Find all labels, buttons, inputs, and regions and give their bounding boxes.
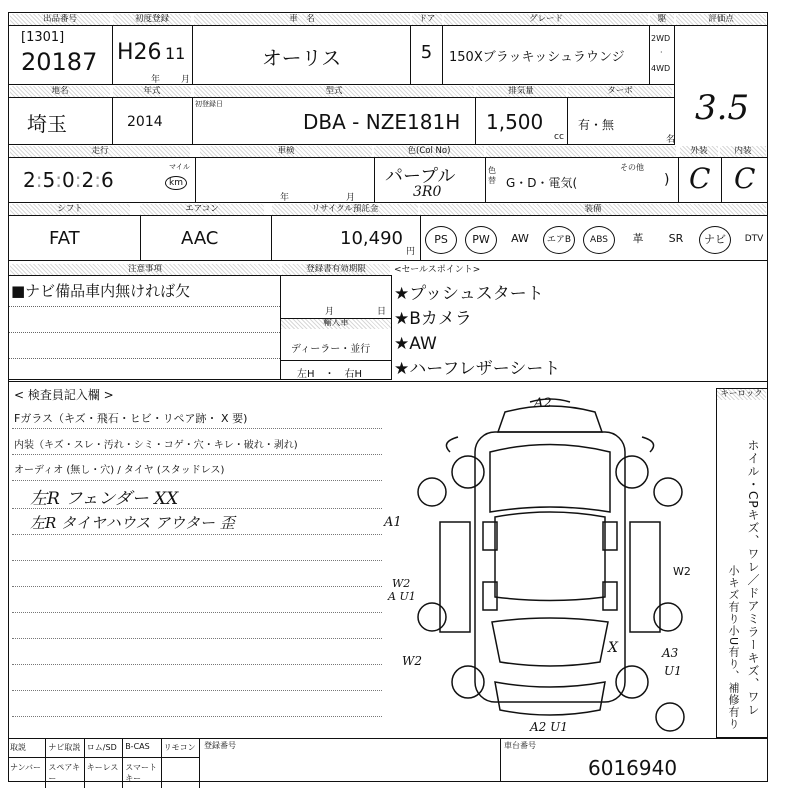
chassis-number: 6016940 <box>588 756 678 780</box>
mileage-digit: 0 <box>61 168 75 192</box>
shaken-year: 年 <box>280 193 290 203</box>
door-label: ドア <box>412 14 442 25</box>
model-year-cell <box>112 97 193 145</box>
first-reg-cell <box>112 25 193 85</box>
inspection-rule <box>12 560 382 561</box>
equipment-item: ABS <box>583 226 615 254</box>
displacement: 1,500 <box>486 110 544 134</box>
inspection-rule <box>12 664 382 665</box>
ext-grade-cell <box>678 157 722 203</box>
inspection-hand1: 左R フェンダー XX <box>30 489 179 509</box>
equipment-item: DTV <box>744 234 764 244</box>
fuel-label <box>486 146 676 157</box>
equipment-item: PS <box>425 226 457 254</box>
inspection-rule <box>12 690 382 691</box>
disp-label: 排気量 <box>476 86 566 97</box>
equipment-item: エアB <box>543 226 575 254</box>
drive-dot: · <box>660 48 663 57</box>
int-label: 内装 <box>720 146 766 157</box>
sales-points <box>394 282 560 382</box>
fuel-cell <box>485 157 679 203</box>
displacement-cell <box>475 97 568 145</box>
shaken-cell <box>195 157 375 203</box>
inspection-rule <box>12 638 382 639</box>
turbo-cell <box>567 97 675 145</box>
inspection-rule <box>12 508 382 509</box>
model-cell <box>192 97 476 145</box>
damage-label: A1 <box>384 515 402 530</box>
import-label: 輸入車 <box>281 318 391 329</box>
inspection-line3: オーディオ (無し・穴) / タイヤ (スタッドレス) <box>14 465 225 476</box>
month-unit: 月 <box>181 75 191 85</box>
doors-cell <box>410 25 443 85</box>
import-options: ディーラー・並行 <box>291 344 371 355</box>
side-vertical2: 小キズ有り <box>727 565 740 625</box>
footer-item: B-CAS <box>123 738 161 758</box>
inspection-hand2: 左R タイヤハウス アウター 歪 <box>30 514 235 532</box>
side-column <box>716 388 768 738</box>
mileage-digit: 2 <box>81 168 95 192</box>
divider <box>281 318 391 319</box>
footer-item: ロム/SD <box>85 738 123 758</box>
equipment-cell <box>420 215 768 261</box>
equip-label: 装備 <box>420 204 766 215</box>
damage-label: A U1 <box>388 590 416 603</box>
mileage-cell <box>8 157 196 203</box>
grade-label: グレード <box>444 14 648 25</box>
side-label: キーロック <box>717 389 766 400</box>
score: 3.5 <box>695 88 750 128</box>
era-year: H26 <box>117 40 162 65</box>
recycle-cell <box>271 215 421 261</box>
lot-code: [1301] <box>21 30 65 45</box>
region-label: 地名 <box>10 86 110 97</box>
points-label: <セールスポイント> <box>394 265 481 275</box>
car-name-label: 車 名 <box>194 14 410 25</box>
car-name-cell <box>192 25 411 85</box>
equipment-row <box>425 226 769 254</box>
ac-label: エアコン <box>140 204 264 215</box>
damage-label: U1 <box>664 664 682 678</box>
region: 埼玉 <box>27 112 67 136</box>
other-label: その他 <box>620 163 644 172</box>
footer-item: キーレス <box>85 758 123 788</box>
side-vertical3: 小U有り、補修有り <box>727 625 740 731</box>
grade-cell <box>442 25 650 85</box>
side-vertical1: ホイル・CPキズ、ワレ／ドアミラーキズ、ワレ <box>746 439 760 717</box>
cc-unit: cc <box>554 132 564 142</box>
mileage-digit: 5 <box>42 168 56 192</box>
color-label: 色(Col No) <box>374 146 484 157</box>
score-cell <box>674 25 768 145</box>
notes-cell <box>8 275 281 380</box>
footer-item-empty <box>162 758 200 788</box>
int-grade-cell <box>721 157 768 203</box>
reg-month: 11 <box>165 44 186 63</box>
steer-options: 左H ・ 右H <box>297 369 363 380</box>
note-text: ■ナビ備品車内無ければ欠 <box>11 282 191 300</box>
inspection-line2: 内装（キズ・スレ・汚れ・シミ・コゲ・穴・キレ・破れ・剥れ) <box>14 440 298 451</box>
reg-expiry-label: 登録書有効期限 <box>282 264 390 275</box>
expiry-month: 月 <box>325 307 335 317</box>
damage-label: A2 <box>534 396 552 411</box>
drive-2wd: 2WD <box>651 34 671 43</box>
divider <box>281 360 391 361</box>
sales-point: ★プッシュスタート <box>394 284 544 304</box>
footer-item: スマートキー <box>123 758 161 788</box>
turbo-label: ターボ <box>568 86 672 97</box>
note-line <box>9 332 280 333</box>
shift-cell <box>8 215 141 261</box>
note-line <box>9 358 280 359</box>
shaken-month: 月 <box>346 193 356 203</box>
drive-4wd: 4WD <box>651 64 671 73</box>
inspection-rule <box>12 586 382 587</box>
recycle-label: リサイクル預託金 <box>272 204 418 215</box>
model-year: 2014 <box>127 114 163 130</box>
equipment-item: SR <box>668 232 684 245</box>
shift-label: シフト <box>10 204 130 215</box>
lot-cell <box>8 25 113 85</box>
damage-label: W2 <box>402 654 422 668</box>
color-code: 3R0 <box>413 184 442 200</box>
color: パープル <box>385 166 456 187</box>
divider <box>500 738 501 782</box>
recycle: 10,490 <box>340 228 403 249</box>
damage-label: X <box>608 640 618 656</box>
note-line <box>9 306 280 307</box>
region-cell <box>8 97 113 145</box>
sales-point: ★Bカメラ <box>394 309 472 329</box>
mileage-unit: km <box>165 176 187 190</box>
damage-label: W2 <box>392 577 411 590</box>
year-label: 年式 <box>113 86 191 97</box>
footer-item: 取説 <box>8 738 46 758</box>
score-label: 評価点 <box>676 14 766 25</box>
footer-item: ナビ取説 <box>46 738 84 758</box>
footer-item: スペアキー <box>46 758 84 788</box>
ac: AAC <box>181 228 219 249</box>
inspection-rule <box>12 534 382 535</box>
mileage-unit-top: マイル <box>169 163 190 171</box>
car-diagram <box>380 392 720 742</box>
first-reg-label: 初度登録 <box>113 14 191 25</box>
lot-number: 20187 <box>21 48 98 76</box>
footer-item: リモコン <box>162 738 200 758</box>
yen-unit: 円 <box>406 247 416 257</box>
reg-num-label: 登録番号 <box>204 741 236 750</box>
equipment-item: 革 <box>632 232 644 245</box>
divider <box>8 381 768 382</box>
year-unit: 年 <box>151 75 161 85</box>
turbo: 有・無 <box>578 118 615 132</box>
name-suffix: 名 <box>666 135 676 145</box>
mileage-digit: 6 <box>100 168 114 192</box>
sales-point: ★ハーフレザーシート <box>394 359 561 379</box>
expiry-day: 日 <box>377 307 387 317</box>
equipment-item: AW <box>511 232 529 245</box>
car-name: オーリス <box>261 46 342 70</box>
color-change: 色替 <box>488 166 496 185</box>
ext-label: 外装 <box>680 146 718 157</box>
ext-grade: C <box>689 162 711 195</box>
inspection-rule <box>12 480 382 481</box>
damage-label-w2: W2 <box>673 565 691 578</box>
footer-item: ナンバー <box>8 758 46 788</box>
inspection-title: < 検査員記入欄 > <box>14 388 114 402</box>
chassis-label: 車台番号 <box>504 741 536 750</box>
inspection-rule <box>12 454 382 455</box>
drive-label: 駆 <box>650 14 674 25</box>
reg-expiry-cell <box>280 275 392 380</box>
footer-items <box>8 738 200 782</box>
shaken-label: 車検 <box>200 146 372 157</box>
notes-label: 注意事項 <box>10 264 280 275</box>
int-grade: C <box>734 162 756 195</box>
doors: 5 <box>420 42 433 63</box>
sales-point: ★AW <box>394 334 437 354</box>
shift: FAT <box>49 228 80 249</box>
mileage-label: 走行 <box>10 146 190 157</box>
fuel: G・D・電気( <box>506 176 578 190</box>
damage-label: A2 U1 <box>530 720 568 734</box>
inspection-line1: Fガラス（キズ・飛石・ヒビ・リペア跡・ X 要) <box>14 412 248 425</box>
grade: 150Xブラッキッシュラウンジ <box>449 50 625 65</box>
mileage: 2:5:0:2:6 <box>23 168 114 192</box>
inspection-rule <box>12 428 382 429</box>
inspection-rule <box>12 716 382 717</box>
color-cell <box>374 157 486 203</box>
model-code: DBA - NZE181H <box>303 110 461 134</box>
equipment-item: ナビ <box>699 226 731 254</box>
model-label: 型式 <box>194 86 474 97</box>
equipment-item: PW <box>465 226 497 254</box>
model-small-note: 初登録日 <box>195 100 223 108</box>
mileage-digit: 2 <box>23 168 36 192</box>
damage-label: A3 <box>662 646 679 660</box>
drive-cell <box>649 25 675 85</box>
lot-label: 出品番号 <box>10 14 110 25</box>
fuel-close: ) <box>664 172 670 188</box>
ac-cell <box>140 215 272 261</box>
inspection-rule <box>12 612 382 613</box>
